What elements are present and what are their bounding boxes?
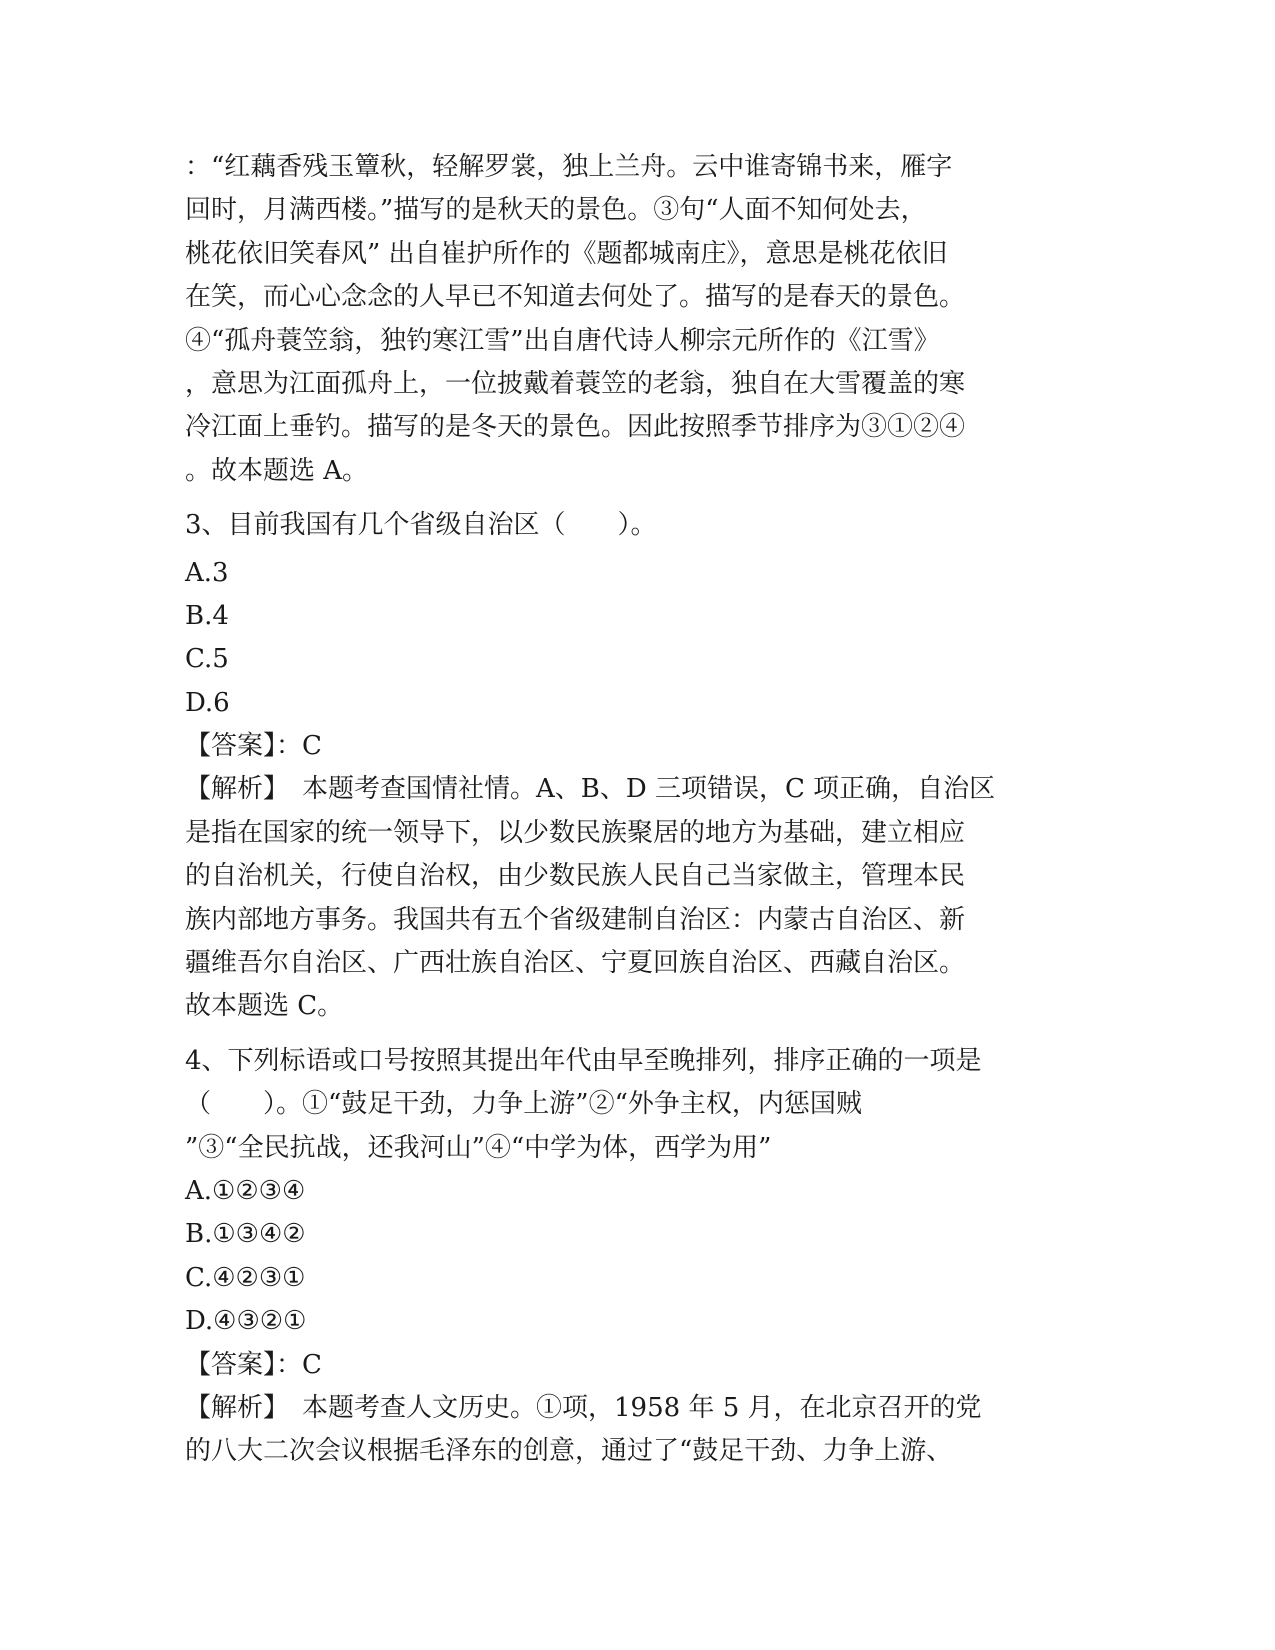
question-stem: 4、下列标语或口号按照其提出年代由早至晚排列，排序正确的一项是 xyxy=(185,1045,982,1076)
explanation-line: 的自治机关，行使自治权，由少数民族人民自己当家做主，管理本民 xyxy=(185,861,966,892)
explanation-line: 疆维吾尔自治区、广西壮族自治区、宁夏回族自治区、西藏自治区。 xyxy=(185,948,966,979)
text-line: ：“红藕香残玉簟秋，轻解罗裳，独上兰舟。云中谁寄锦书来，雁字 xyxy=(185,152,953,182)
option-c: C.5 xyxy=(185,644,229,675)
option-d: D.6 xyxy=(185,687,230,718)
text-line: 桃花依旧笑春风” 出自崔护所作的《题都城南庄》，意思是桃花依旧 xyxy=(185,238,948,269)
explanation-line: 族内部地方事务。我国共有五个省级建制自治区：内蒙古自治区、新 xyxy=(185,904,966,935)
document-content xyxy=(185,146,1090,1474)
explanation-line: 是指在国家的统一领导下，以少数民族聚居的地方为基础，建立相应 xyxy=(185,817,966,848)
option-b: B.4 xyxy=(185,600,229,631)
explanation-line: 【解析】 本题考查国情社情。A、B、D 三项错误，C 项正确，自治区 xyxy=(185,774,996,805)
text-line: 。故本题选 A。 xyxy=(185,455,369,486)
q2-explanation-continued xyxy=(185,146,1090,493)
explanation-line: 故本题选 C。 xyxy=(185,991,344,1022)
answer-line: 【答案】：C xyxy=(185,1349,322,1380)
text-line: ，意思为江面孤舟上，一位披戴着蓑笠的老翁，独自在大雪覆盖的寒 xyxy=(185,368,966,399)
text-line: 回时，月满西楼。”描写的是秋天的景色。③句“人面不知何处去， xyxy=(185,195,927,226)
text-line: 在笑，而心心念念的人早已不知道去何处了。描写的是春天的景色。 xyxy=(185,282,966,313)
question-stem: ”③“全民抗战，还我河山”④“中学为体，西学为用” xyxy=(185,1132,772,1163)
option-a: A.①②③④ xyxy=(185,1175,306,1206)
option-a: A.3 xyxy=(185,557,229,588)
explanation-line: 的八大二次会议根据毛泽东的创意，通过了“鼓足干劲、力争上游、 xyxy=(185,1436,953,1467)
option-d: D.④③②① xyxy=(185,1306,307,1337)
text-line: ④“孤舟蓑笠翁，独钓寒江雪”出自唐代诗人柳宗元所作的《江雪》 xyxy=(185,325,940,356)
question-3 xyxy=(185,504,1090,1029)
option-b: B.①③④② xyxy=(185,1219,306,1250)
explanation-line: 【解析】 本题考查人文历史。①项，1958 年 5 月，在北京召开的党 xyxy=(185,1392,982,1423)
question-stem: 3、目前我国有几个省级自治区（ ）。 xyxy=(185,510,657,541)
option-c: C.④②③① xyxy=(185,1262,306,1293)
question-stem: （ ）。①“鼓足干劲，力争上游”②“外争主权，内惩国贼 xyxy=(185,1089,862,1120)
text-line: 冷江面上垂钓。描写的是冬天的景色。因此按照季节排序为③①②④ xyxy=(185,412,966,443)
answer-line: 【答案】：C xyxy=(185,731,322,762)
question-4 xyxy=(185,1040,1090,1474)
